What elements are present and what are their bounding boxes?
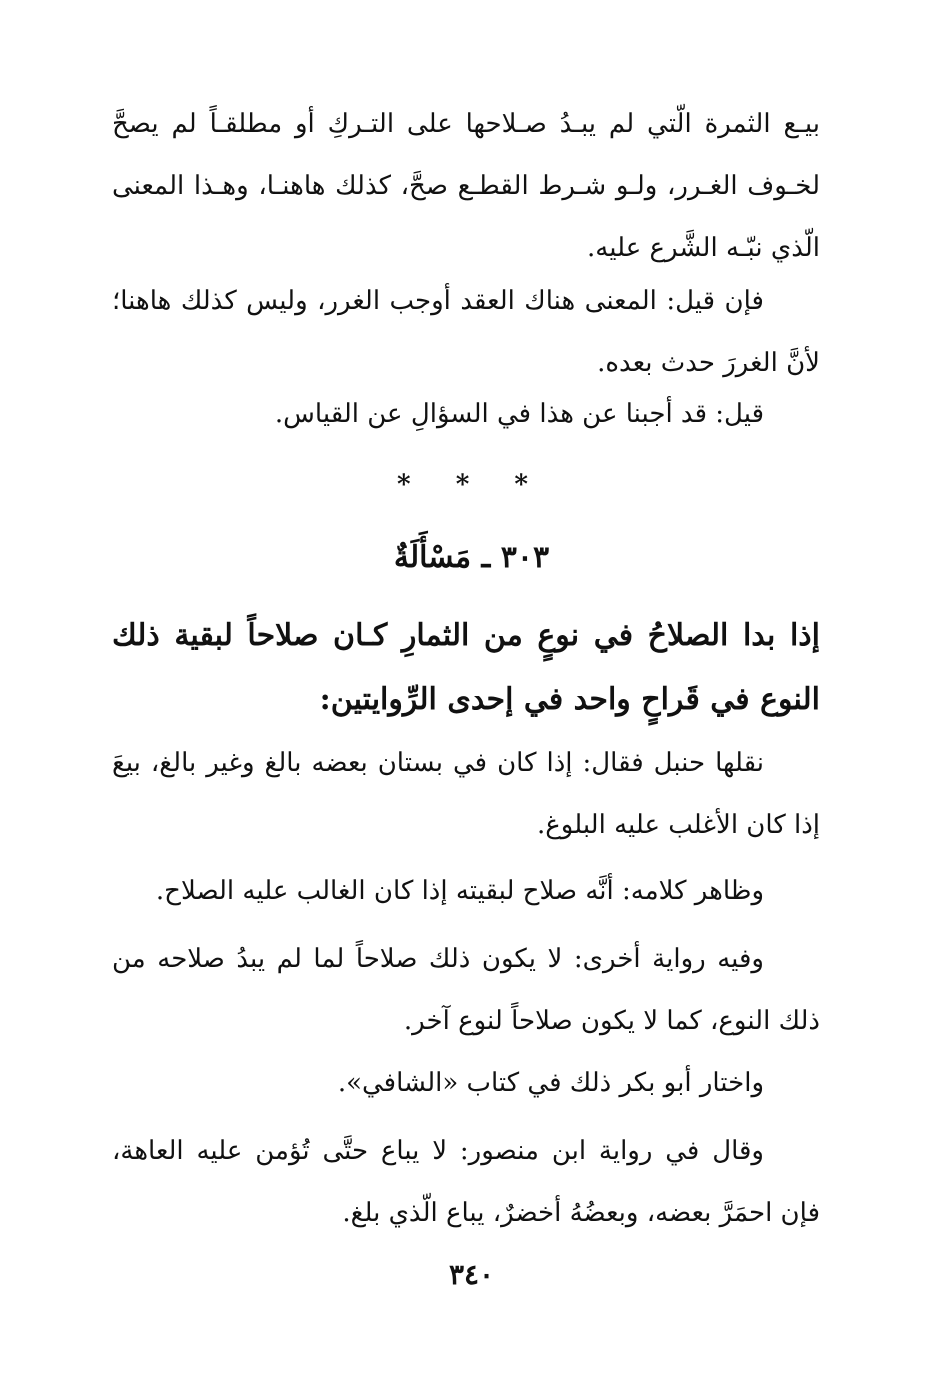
paragraph-second-narration (112, 928, 820, 1052)
paragraph-text: وظاهر كلامه: أنَّه صلاح لبقيته إذا كان الغالب عليه الصلاح. (155, 876, 764, 906)
page-number: ٣٤٠ (448, 1258, 495, 1291)
paragraph-abu-bakr (112, 1052, 820, 1114)
paragraph-text: قيل: قد أجبنا عن هذا في السؤالِ عن القياس. (274, 399, 764, 429)
issue-title: ٣٠٣ ـ مَسْأَلَةٌ (393, 540, 550, 575)
issue-heading: إذا بدا الصلاحُ في نوعٍ من الثمارِ كـان صلاحاً لبقية ذلك النوع في قَراحٍ واحد في إحدى الرِّوايتين: (112, 618, 820, 717)
paragraph-text: بيـع الثمرة الّتي لم يبـدُ صـلاحها على التـركِ أو مطلقـاً لم يصحَّ لخـوف الغـرر، ولـو شـرط القطـع صحَّ، كذلك هاهنـا، وهـذا المعنى الّذي نبّـه الشَّرع عليه. (112, 109, 820, 263)
paragraph-apparent-meaning (112, 860, 820, 922)
paragraph-reply (112, 383, 820, 445)
section-separator: * * * (397, 470, 546, 500)
paragraph-continuation (112, 93, 820, 279)
paragraph-ibn-mansur (112, 1120, 820, 1244)
paragraph-text: فإن قيل: المعنى هناك العقد أوجب الغرر، وليس كذلك هاهنا؛ لأنَّ الغررَ حدث بعده. (112, 286, 820, 378)
paragraph-text: واختار أبو بكر ذلك في كتاب «الشافي». (337, 1068, 764, 1098)
paragraph-text: وفيه رواية أخرى: لا يكون ذلك صلاحاً لما لم يبدُ صلاحه من ذلك النوع، كما لا يكون صلاحاً لنوع آخر. (112, 944, 820, 1036)
paragraph-text: وقال في رواية ابن منصور: لا يباع حتَّى تُؤمن عليه العاهة، فإن احمَرَّ بعضه، وبعضُهُ أخضرٌ، يباع الّذي بلغ. (112, 1136, 820, 1228)
paragraph-objection (112, 270, 820, 394)
paragraph-narration (112, 732, 820, 856)
paragraph-text: نقلها حنبل فقال: إذا كان في بستان بعضه بالغ وغير بالغ، بيعَ إذا كان الأغلب عليه البلوغ. (112, 748, 820, 840)
